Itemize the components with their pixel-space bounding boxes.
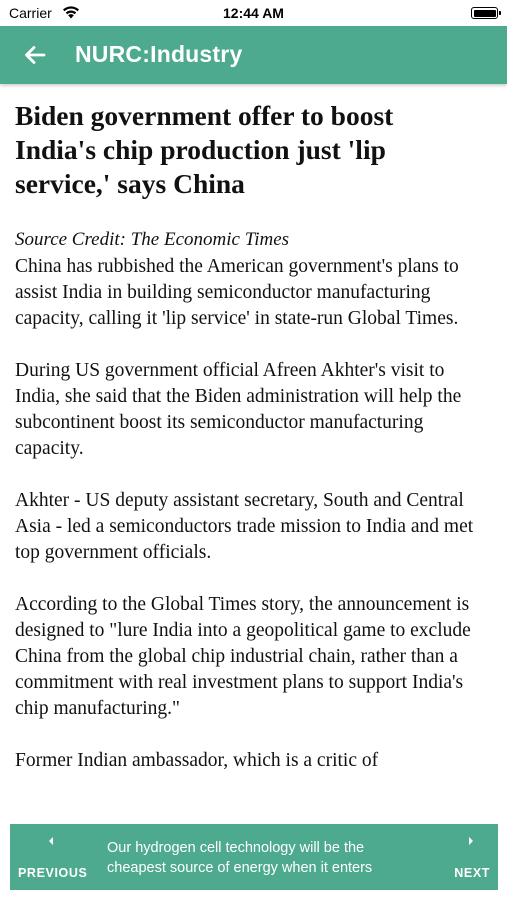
status-time: 12:44 AM — [223, 5, 284, 21]
article-paragraph: Former Indian ambassador, which is a critic of — [15, 750, 379, 771]
article-navigation-bar — [10, 824, 498, 890]
battery-full-icon — [471, 7, 498, 19]
next-article-title[interactable]: Our hydrogen cell technology will be the cheapest source of energy when it enters — [107, 840, 373, 876]
previous-label: PREVIOUS — [18, 866, 88, 880]
article-paragraph: Akhter - US deputy assistant secretary, South and Central Asia - led a semiconductors trade mission to India and met top government officials. — [15, 490, 474, 563]
status-bar — [0, 0, 507, 26]
previous-button[interactable] — [10, 824, 90, 890]
chevron-left-icon — [46, 836, 56, 846]
carrier-label: Carrier — [9, 5, 52, 21]
chevron-right-icon — [466, 836, 476, 846]
article-headline: Biden government offer to boost India's chip production just 'lip service,' says China — [15, 100, 394, 199]
article-paragraph: According to the Global Times story, the announcement is designed to "lure India into a geopolitical game to exclude China from the global chip industrial chain, rather than a commitment with real investment plans to support India's chip manufacturing." — [15, 594, 471, 719]
next-button[interactable] — [418, 824, 498, 890]
article-content[interactable] — [10, 90, 498, 824]
app-bar — [0, 26, 507, 84]
article-paragraph: During US government official Afreen Akhter's visit to India, she said that the Biden administration will help the subcontinent boost its semiconductor manufacturing capacity. — [15, 360, 462, 459]
next-label: NEXT — [454, 866, 490, 880]
article-paragraph: China has rubbished the American government's plans to assist India in building semiconductor manufacturing capacity, calling it 'lip service' in state-run Global Times. — [15, 256, 459, 329]
source-credit: Source Credit: The Economic Times — [15, 229, 290, 250]
page-title: NURC:Industry — [75, 41, 243, 67]
back-arrow-icon[interactable] — [22, 42, 48, 68]
